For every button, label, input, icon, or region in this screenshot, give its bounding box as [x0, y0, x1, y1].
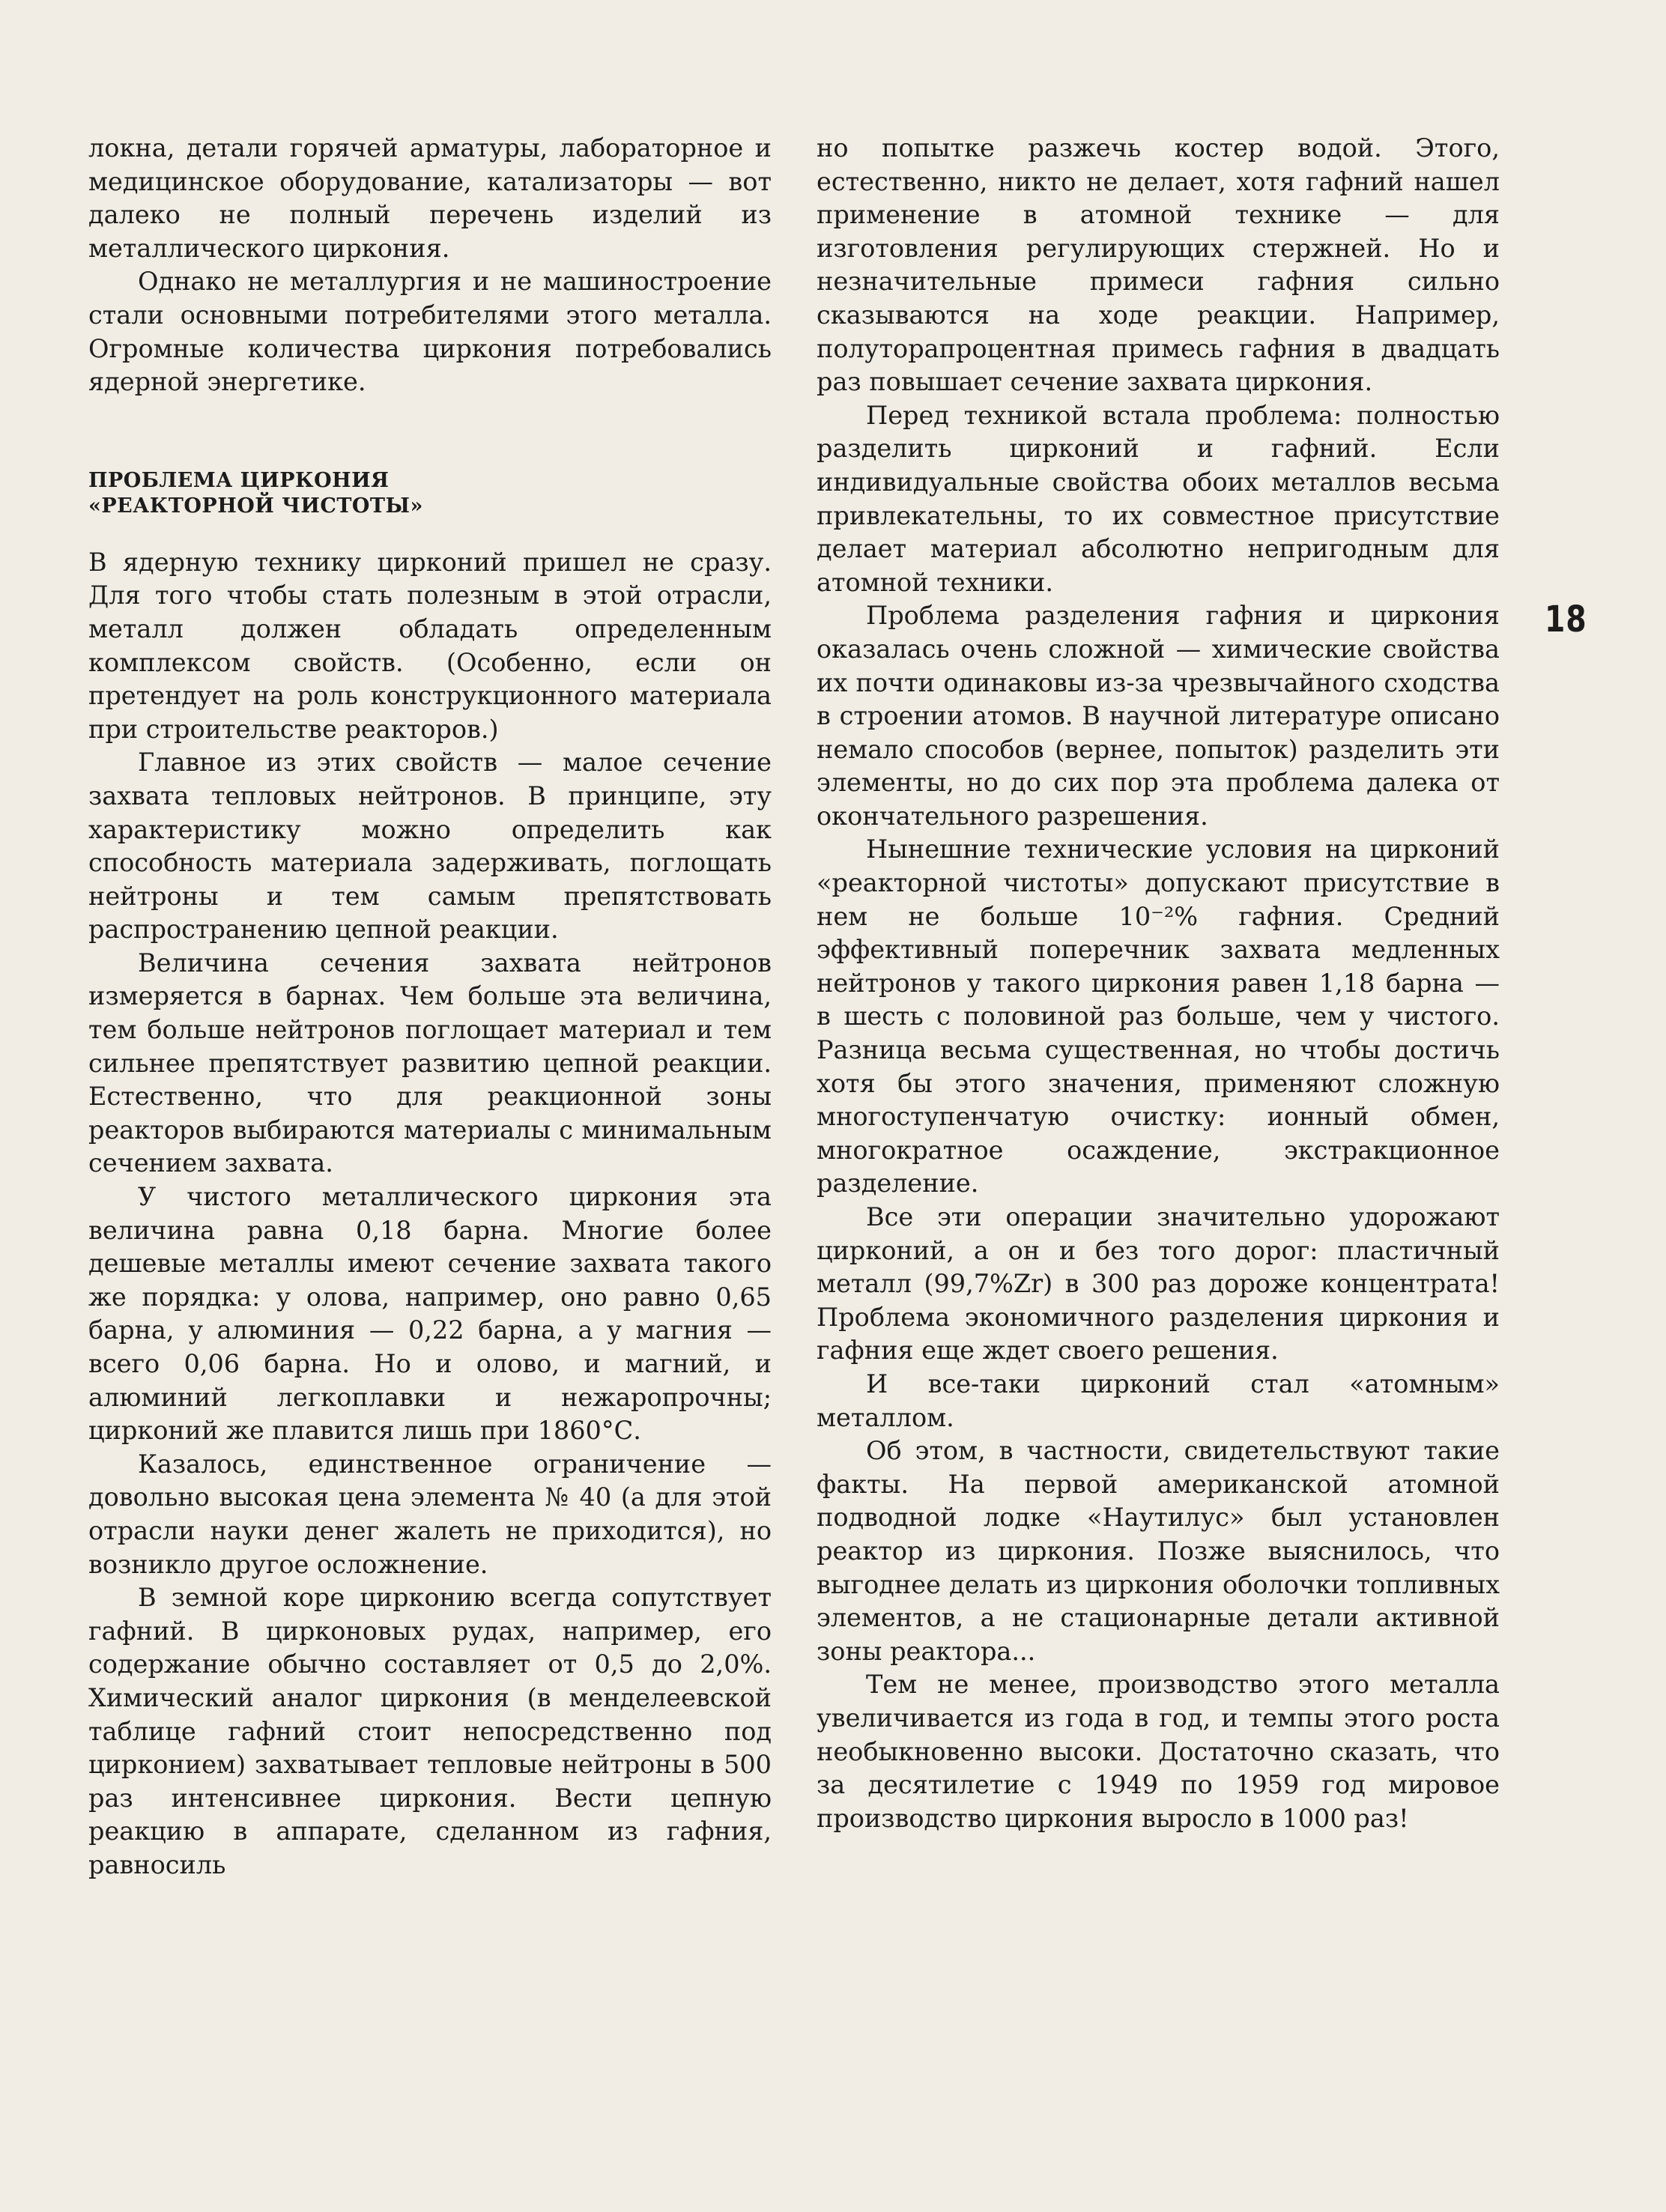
- right-column: [817, 132, 1500, 1835]
- paragraph: И все-таки цирконий стал «атомным» металлом.: [817, 1369, 1500, 1432]
- paragraph: Проблема разделения гафния и циркония оказалась очень сложной — химические свойства их почти одинаковы из-за чрезвычайного сходства в строении атомов. В научной литературе описано немало способов (вернее, попыток) разделить эти элементы, но до сих пор эта проблема далека от окончательного разрешения.: [817, 601, 1500, 831]
- section-heading-line: ПРОБЛЕМА ЦИРКОНИЯ: [88, 468, 390, 492]
- section-heading-line: «РЕАКТОРНОЙ ЧИСТОТЫ»: [88, 494, 423, 518]
- paragraph: Об этом, в частности, свидетельствуют такие факты. На первой американской атомной подводной лодке «Наутилус» был установлен реактор из циркония. Позже выяснилось, что выгоднее делать из циркония оболочки топливных элементов, а не стационарные детали активной зоны реактора...: [817, 1436, 1500, 1666]
- page-number: 18: [1545, 599, 1587, 640]
- paragraph: Тем не менее, производство этого металла увеличивается из года в год, и темпы этого роста необыкновенно высоки. Достаточно сказать, что за десятилетие с 1949 по 1959 год мировое производство циркония выросло в 1000 раз!: [817, 1670, 1500, 1833]
- section-heading-text: [88, 468, 772, 519]
- paragraph: В ядерную технику цирконий пришел не сразу. Для того чтобы стать полезным в этой отрасли, металл должен обладать определенным комплексом свойств. (Особенно, если он претендует на роль конструкционного материала при строительстве реакторов.): [88, 547, 772, 744]
- paragraph: Главное из этих свойств — малое сечение захвата тепловых нейтронов. В принципе, эту характеристику можно определить как способность материала задерживать, поглощать нейтроны и тем самым препятствовать распространению цепной реакции.: [88, 748, 772, 945]
- section-heading: [88, 468, 772, 519]
- paragraph: В земной коре цирконию всегда сопутствует гафний. В цирконовых рудах, например, его содержание обычно составляет от 0,5 до 2,0%. Химический аналог циркония (в менделеевской таблице гафний стоит непосредственно под цирконием) захватывает тепловые нейтроны в 500 раз интенсивнее циркония. Вести цепную реакцию в аппарате, сделанном из гафния, равносиль: [88, 1583, 772, 1879]
- paragraph: локна, детали горячей арматуры, лабораторное и медицинское оборудование, катализаторы — вот далеко не полный перечень изделий из металлического циркония.: [88, 133, 772, 263]
- paragraph: Нынешние технические условия на цирконий «реакторной чистоты» допускают присутствие в нем не больше 10⁻²% гафния. Средний эффективный поперечник захвата медленных нейтронов у такого циркония равен 1,18 барна — в шесть с половиной раз больше, чем у чистого. Разница весьма существенная, но чтобы достичь хотя бы этого значения, применяют сложную многоступенчатую очистку: ионный обмен, многократное осаждение, экстракционное разделение.: [817, 834, 1500, 1199]
- paragraph: Все эти операции значительно удорожают цирконий, а он и без того дорог: пластичный металл (99,7%Zr) в 300 раз дороже концентрата! Проблема экономичного разделения циркония и гафния еще ждет своего решения.: [817, 1202, 1500, 1366]
- left-column: [88, 132, 772, 1882]
- paragraph: Величина сечения захвата нейтронов измеряется в барнах. Чем больше эта величина, тем больше нейтронов поглощает материал и тем сильнее препятствует развитию цепной реакции. Естественно, что для реакционной зоны реакторов выбираются материалы с минимальным сечением захвата.: [88, 948, 772, 1178]
- paragraph: но попытке разжечь костер водой. Этого, естественно, никто не делает, хотя гафний нашел применение в атомной технике — для изготовления регулирующих стержней. Но и незначительные примеси гафния сильно сказываются на ходе реакции. Например, полуторапроцентная примесь гафния в двадцать раз повышает сечение захвата циркония.: [817, 133, 1500, 397]
- paragraph: Казалось, единственное ограничение — довольно высокая цена элемента № 40 (а для этой отрасли науки денег жалеть не приходится), но возникло другое осложнение.: [88, 1449, 772, 1579]
- paragraph: Однако не металлургия и не машиностроение стали основными потребителями этого металла. Огромные количества циркония потребовались ядерной энергетике.: [88, 267, 772, 397]
- paragraph: У чистого металлического циркония эта величина равна 0,18 барна. Многие более дешевые металлы имеют сечение захвата такого же порядка: у олова, например, оно равно 0,65 барна, у алюминия — 0,22 барна, а у магния — всего 0,06 барна. Но и олово, и магний, и алюминий легкоплавки и нежаропрочны; цирконий же плавится лишь при 1860°С.: [88, 1182, 772, 1446]
- paragraph: Перед техникой встала проблема: полностью разделить цирконий и гафний. Если индивидуальные свойства обоих металлов весьма привлекательны, то их совместное присутствие делает материал абсолютно непригодным для атомной техники.: [817, 400, 1500, 597]
